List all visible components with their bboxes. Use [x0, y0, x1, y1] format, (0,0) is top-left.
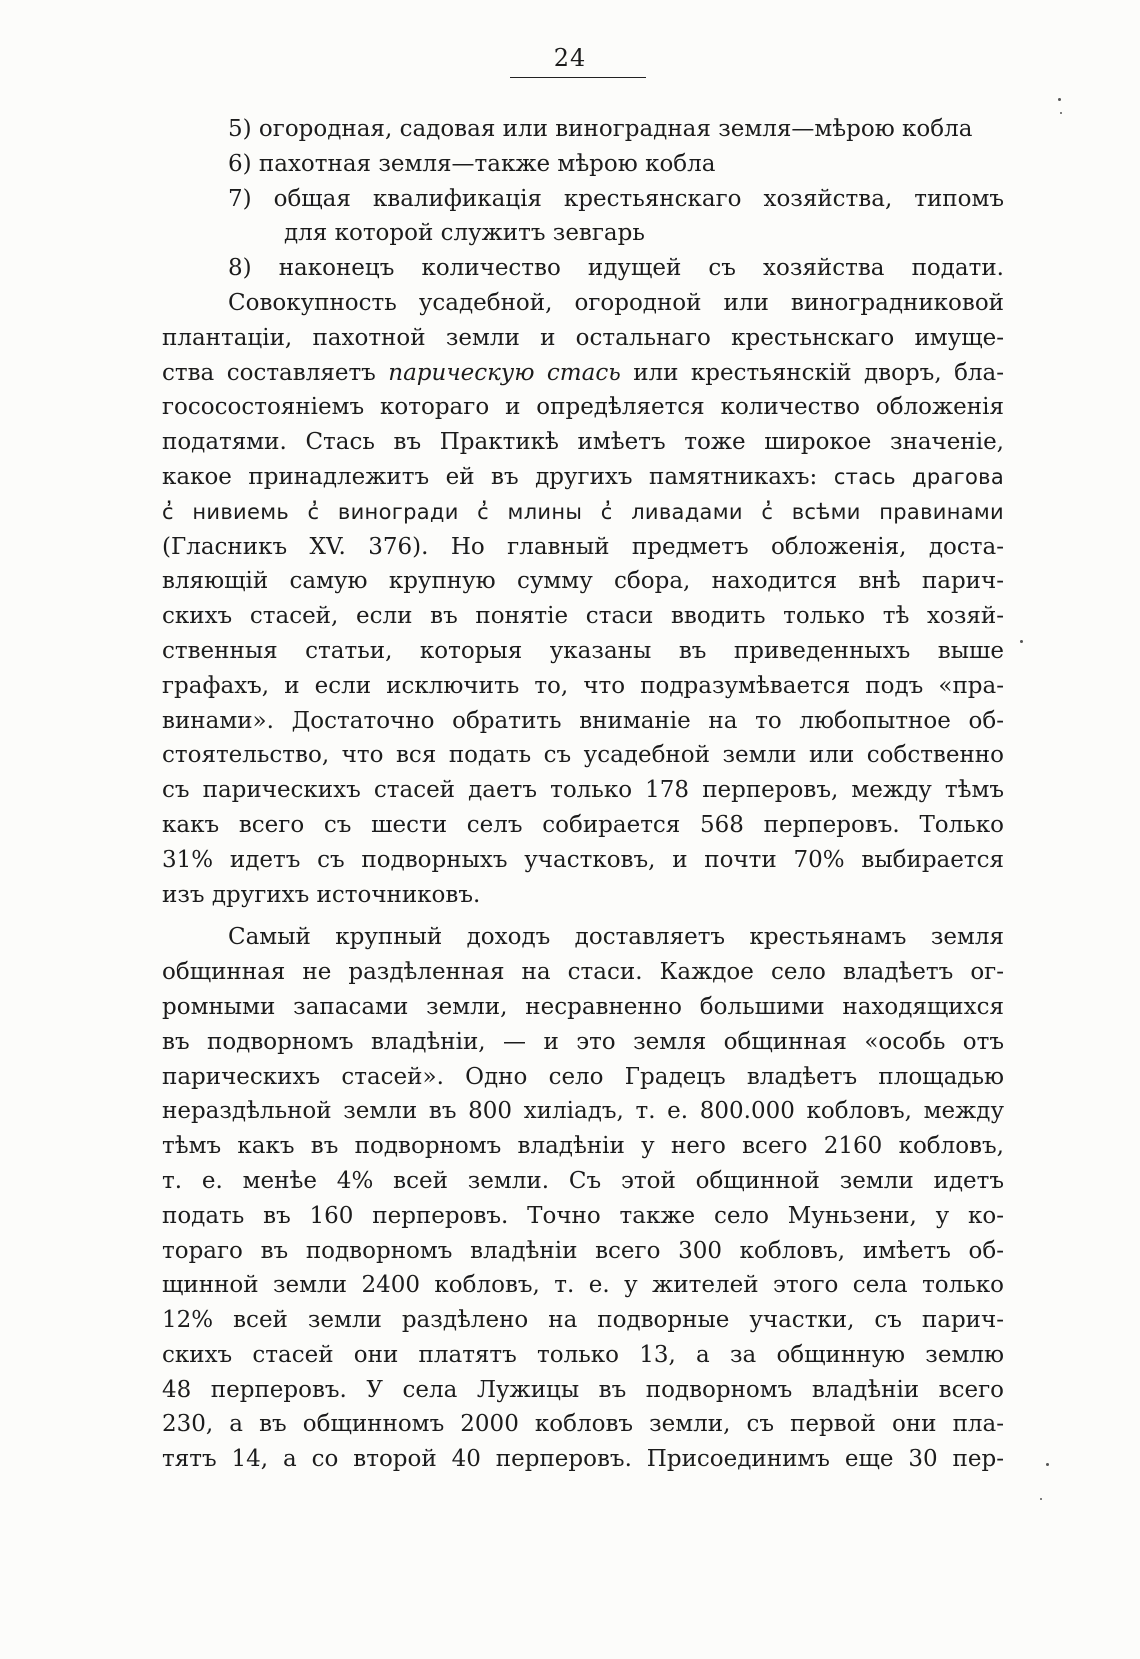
- paragraph-line: какъ всего съ шести селъ собирается 568 перперовъ. Только: [162, 811, 1004, 838]
- text-segment: какое принадлежитъ ей въ другихъ памятникахъ:: [162, 463, 818, 490]
- scan-speck: [1046, 1463, 1049, 1466]
- paragraph-line: скихъ стасей, если въ понятіе стаси вводить только тѣ хозяй-: [162, 603, 1004, 630]
- paragraph-line: плантаціи, пахотной земли и остальнаго крестьнскаго имуще-: [162, 324, 1004, 351]
- paragraph-line: 48 перперовъ. У села Лужицы въ подворномъ владѣніи всего: [162, 1376, 1004, 1403]
- page-number: 24: [553, 44, 587, 72]
- paragraph-line: графахъ, и если исключить то, что подразумѣвается подъ «пра-: [162, 672, 1004, 699]
- paragraph-line: ромными запасами земли, несравненно большими находящихся: [162, 993, 1004, 1020]
- paragraph-line: вляющій самую крупную сумму сбора, находится внѣ парич-: [162, 568, 1004, 595]
- paragraph-line: винами». Достаточно обратить вниманіе на то любопытное об-: [162, 707, 1004, 734]
- paragraph-line: щинной земли 2400 кобловъ, т. е. у жителей этого села только: [162, 1272, 1004, 1299]
- paragraph-line: общинная не раздѣленная на стаси. Каждое село владѣетъ ог-: [162, 959, 1004, 986]
- list-item-7-continuation: для которой служитъ зевгарь: [284, 220, 645, 247]
- slavonic-quote-line: с̓ нивиемь с̓ виногради с̓ млины с̓ ливадами с̓ всѣми правинами: [162, 499, 1004, 524]
- scan-speck: [1040, 1498, 1042, 1500]
- paragraph-2: [162, 920, 1004, 1477]
- slavonic-quote: стась драгова: [833, 464, 1004, 489]
- paragraph-line: [162, 356, 1004, 391]
- list-item-7: 7) общая квалификація крестьянскаго хозяйства, типомъ: [228, 185, 1004, 212]
- scan-speck: [1020, 640, 1023, 643]
- paragraph-line: тораго въ подворномъ владѣніи всего 300 кобловъ, имѣетъ об-: [162, 1237, 1004, 1264]
- paragraph-line: изъ другихъ источниковъ.: [162, 881, 481, 908]
- paragraph-line: нераздѣльной земли въ 800 хиліадъ, т. е. 800.000 кобловъ, между: [162, 1098, 1004, 1125]
- scan-speck: [1060, 112, 1062, 114]
- list-item-5: 5) огородная, садовая или виноградная земля—мѣрою кобла: [228, 116, 973, 142]
- text-segment: ства составляетъ: [162, 359, 376, 386]
- page-number-rule: [510, 77, 646, 78]
- paragraph-line: 31% идетъ съ подворныхъ участковъ, и почти 70% выбирается: [162, 846, 1004, 873]
- numbered-list: [162, 112, 1004, 286]
- paragraph-line: гососостояніемъ котораго и опредѣляется количество обложенія: [162, 394, 1004, 421]
- page-body: [162, 112, 1004, 1477]
- scan-speck: [1058, 98, 1061, 101]
- paragraph-line: ственныя статьи, которыя указаны въ приведенныхъ выше: [162, 637, 1004, 664]
- paragraph-line: Самый крупный доходъ доставляетъ крестьянамъ земля: [228, 924, 1004, 951]
- paragraph-line: [162, 460, 1004, 495]
- paragraph-line: парическихъ стасей». Одно село Градецъ владѣетъ площадью: [162, 1063, 1004, 1090]
- list-item-6: 6) пахотная земля—также мѣрою кобла: [228, 150, 716, 177]
- paragraph-line: подать въ 160 перперовъ. Точно также село Муньзени, у ко-: [162, 1202, 1004, 1229]
- list-item-8: 8) наконецъ количество идущей съ хозяйства подати.: [228, 255, 1004, 282]
- paragraph-line: (Гласникъ XV. 376). Но главный предметъ обложенія, доста-: [162, 533, 1004, 560]
- paragraph-line: т. е. менѣе 4% всей земли. Съ этой общинной земли идетъ: [162, 1167, 1004, 1194]
- paragraph-line: скихъ стасей они платятъ только 13, а за общинную землю: [162, 1341, 1004, 1368]
- paragraph-line: 230, а въ общинномъ 2000 кобловъ земли, съ первой они пла-: [162, 1411, 1004, 1438]
- paragraph-line: тѣмъ какъ въ подворномъ владѣніи у него всего 2160 кобловъ,: [162, 1133, 1004, 1160]
- paragraph-line: 12% всей земли раздѣлено на подворные участки, съ парич-: [162, 1307, 1004, 1334]
- paragraph-gap: [162, 912, 1004, 920]
- paragraph-line: тятъ 14, а со второй 40 перперовъ. Присоединимъ еще 30 пер-: [162, 1446, 1004, 1473]
- paragraph-line: Совокупность усадебной, огородной или виноградниковой: [228, 289, 1004, 316]
- text-segment: или крестьянскій дворъ, бла-: [633, 359, 1005, 386]
- paragraph-line: стоятельство, что вся подать съ усадебной земли или собственно: [162, 742, 1004, 769]
- paragraph-line: въ подворномъ владѣніи, — и это земля общинная «особь отъ: [162, 1028, 1004, 1055]
- italic-term: парическую стась: [388, 359, 621, 386]
- paragraph-line: податями. Стась въ Практикѣ имѣетъ тоже широкое значеніе,: [162, 429, 1004, 456]
- paragraph-1: [162, 286, 1004, 912]
- paragraph-line: съ парическихъ стасей даетъ только 178 перперовъ, между тѣмъ: [162, 777, 1004, 804]
